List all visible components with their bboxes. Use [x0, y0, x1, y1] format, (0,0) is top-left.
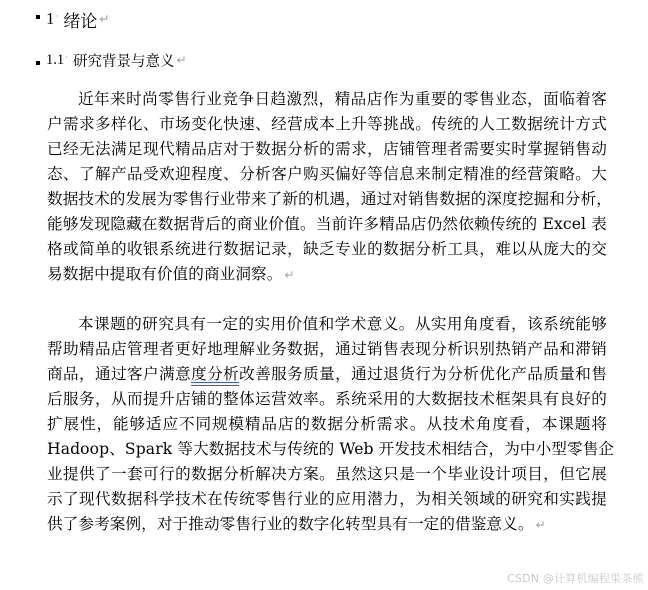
- text-segment: 商品，通过客户满意: [47, 365, 192, 383]
- list-bullet-marker: [36, 15, 40, 19]
- text-line: 近年来时尚零售行业竞争日趋激烈，精品店作为重要的零售业态，面临着客: [78, 90, 607, 108]
- text-line: 态、了解产品受欢迎程度、分析客户购买偏好等信息来制定精准的经营策略。大: [47, 165, 607, 183]
- paragraph-mark-icon: ↵: [99, 12, 110, 26]
- heading-2-number: 1.1: [46, 51, 65, 68]
- heading-2-title: 研究背景与意义: [73, 53, 175, 70]
- text-line: 数据技术的发展为零售行业带来了新的机遇，通过对销售数据的深度挖掘和分析，: [47, 190, 612, 208]
- text-line: 户需求多样化、市场变化快速、经营成本上升等挑战。传统的人工数据统计方式: [47, 115, 607, 133]
- text-line: 帮助精品店管理者更好地理解业务数据，通过销售表现分析识别热销产品和滞销: [47, 340, 607, 358]
- paragraph-background[interactable]: [47, 87, 612, 287]
- paragraph-mark-icon: ↵: [284, 268, 295, 282]
- heading-1-title: 绪论: [63, 11, 98, 32]
- paragraph-mark-icon: ↵: [176, 53, 187, 67]
- text-line: 能够发现隐藏在数据背后的商业价值。当前许多精品店仍然依赖传统的 Excel 表: [47, 215, 607, 233]
- space-mark: ·: [55, 12, 59, 22]
- heading-1-number: 1: [46, 9, 55, 28]
- text-segment: 改善服务质量，通过退货行为分析优化产品质量和售: [239, 365, 607, 383]
- text-line: 业提供了一套可行的数据分析解决方案。虽然这只是一个毕业设计项目，但它展: [47, 465, 607, 483]
- heading-2[interactable]: [36, 48, 187, 72]
- text-line: 扩展性，能够适应不同规模精品店的数据分析需求。从技术角度看，本课题将: [47, 415, 607, 433]
- list-bullet-marker: [36, 61, 40, 65]
- paragraph-mark-icon: ↵: [535, 518, 546, 532]
- text-line-content: 供了参考案例，对于推动零售行业的数字化转型具有一定的借鉴意义。: [47, 515, 534, 533]
- text-line: 已经无法满足现代精品店对于数据分析的需求，店铺管理者需要实时掌握销售动: [47, 140, 607, 158]
- watermark: CSDN @计算机编程果茶熊: [507, 572, 644, 585]
- grammar-suggestion-underline[interactable]: 度分析: [191, 365, 240, 383]
- text-line-content: 易数据中提取有价值的商业洞察。: [47, 265, 283, 283]
- text-line: 示了现代数据科学技术在传统零售行业的应用潜力，为相关领域的研究和实践提: [47, 490, 607, 508]
- text-line: 后服务，从而提升店铺的整体运营效率。系统采用的大数据技术框架具有良好的: [47, 390, 607, 408]
- paragraph-significance[interactable]: [47, 312, 615, 537]
- text-line: 格或简单的收银系统进行数据记录，缺乏专业的数据分析工具，难以从庞大的交: [47, 240, 607, 258]
- text-line: [47, 512, 607, 537]
- heading-1[interactable]: [36, 6, 109, 32]
- space-mark: ·: [65, 53, 68, 63]
- text-line: Hadoop、Spark 等大数据技术与传统的 Web 开发技术相结合，为中小型零售企: [47, 440, 615, 458]
- text-line: [47, 362, 607, 387]
- text-line: 本课题的研究具有一定的实用价值和学术意义。从实用角度看，该系统能够: [78, 315, 607, 333]
- text-line: [47, 262, 607, 287]
